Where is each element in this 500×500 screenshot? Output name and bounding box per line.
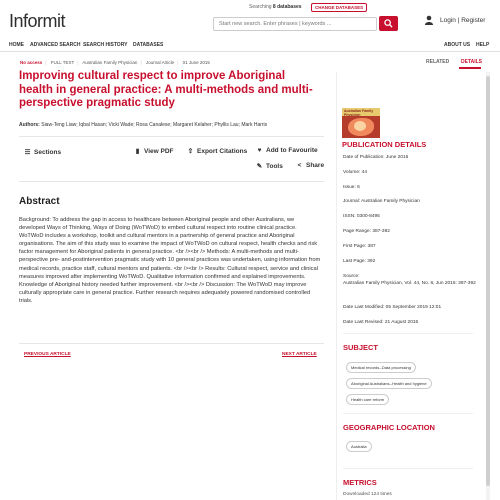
abstract-heading: Abstract [19,196,60,207]
search-button[interactable] [379,16,398,31]
fulltext-label: FULL TEXT [50,60,75,65]
top-bar [0,0,500,38]
page-range: Page Range: 387-392 [343,229,390,234]
publication-details-heading: PUBLICATION DETAILS [342,140,427,149]
download-count: Downloaded 124 times [343,492,392,497]
nav-about-us[interactable]: ABOUT US [444,42,471,48]
divider [19,136,324,137]
article-title: Improving cultural respect to improve Aboriginal health in general practice: A multi-methods and multi-perspective pragmatic study [19,70,313,109]
tab-details[interactable]: DETAILS [461,59,483,65]
tab-related[interactable]: RELATED [426,59,450,65]
sections-button[interactable]: ☰ Sections [24,149,62,156]
export-citations-button[interactable]: ⇪ Export Citations [187,148,248,155]
date-last-revised: Date Last Revised: 21 August 2015 [343,320,419,325]
share-button[interactable]: < Share [295,162,324,169]
heart-icon: ♥ [257,147,262,154]
subject-tag[interactable]: Aboriginal Australians--Health and hygiene [346,378,432,389]
publication-date: Date of Publication: June 2015 [343,155,409,160]
nav-help[interactable]: HELP [476,42,490,48]
access-status: No access [20,60,43,65]
search-input[interactable]: Start new search. Enter phrases | keywords ... [213,17,377,31]
issn: ISSN: 0300-8495 [343,214,380,219]
divider [343,413,473,414]
searching-info: Searching 8 databases [249,4,302,10]
divider [343,333,473,334]
subject-heading: SUBJECT [343,343,379,352]
login-register-link[interactable]: Login | Register [440,17,486,24]
active-tab-indicator [459,67,481,69]
article-date: 01 June 2015 [182,60,210,65]
divider [19,181,324,182]
nav-advanced-search[interactable]: ADVANCED SEARCH [30,42,81,48]
journal-name[interactable]: Australian Family Physician [82,60,138,65]
subject-tag[interactable]: Medical records--Data processing [346,362,416,373]
issue: Issue: 6 [343,185,360,190]
date-last-modified: Date Last Modified: 05 September 2019 12:01 [343,305,442,310]
nav-databases[interactable]: DATABASES [133,42,164,48]
cover-title: Australian Family Physician [344,109,374,117]
metrics-heading: METRICS [343,478,377,487]
author-list: Siaw-Teng Liaw; Iqbal Hasan; Vicki Wade; Rosa Canalese; Margaret Kelaher; Phyllis Lau; Mark Harris [41,122,268,128]
search-icon [384,19,393,28]
breadcrumb: No access | FULL TEXT | Australian Family Physician | Journal Article | 01 June 2015 [20,60,210,65]
last-page: Last Page: 392 [343,259,376,264]
abstract-text: Background: To address the gap in access to healthcare between Aboriginal people and other Australians, we developed Ways of Thinking, Ways of Doing (WoTWoD) to embed cultural respect into routine clinical practice. WoTWoD includes a workshop, toolkit and cultural mentors in a partnership of general practice and Aboriginal organisations. The aim of this study was to examine the impact of WoTWoD on cultural respect, health checks and risk factor management for Aboriginal patients in general practice. <br /><br /> Methods: A multi-methods and multi-perspective pre- and-postintervention pragmatic study with 10 general practices was undertaken, using information from medical records, practice staff, cultural mentors and patients. <br /><br /> Results: Cultural respect, service and clinical measures improved after implementing WoTWoD. Qualitative information confirmed and explained improvements. Knowledge of Aboriginal history needed further improvement. <br /><br /> Discussion: The WoTWoD may improve culturally appropriate care in general practice. Further research requires adequately powered randomised controlled trials. [19,217,321,304]
article-type: Journal Article [145,60,175,65]
main-nav [0,40,500,52]
source-label: Source: [343,274,360,279]
journal: Journal: Australian Family Physician [343,199,420,204]
export-icon: ⇪ [187,148,194,155]
pdf-icon: ▮ [135,148,140,155]
list-icon: ☰ [24,149,31,156]
user-icon [424,15,434,25]
wrench-icon: ✎ [256,163,263,170]
view-pdf-button[interactable]: ▮ View PDF [133,147,174,155]
previous-article-link[interactable]: PREVIOUS ARTICLE [24,352,71,357]
share-icon: < [297,162,302,169]
location-tag[interactable]: Australia [346,441,372,452]
geographic-location-heading: GEOGRAPHIC LOCATION [343,423,435,432]
add-to-favourite-button[interactable]: ♥ Add to Favourite [255,147,318,154]
first-page: First Page: 387 [343,244,376,249]
divider [343,468,473,469]
volume: Volume: 44 [343,170,368,175]
journal-cover-image [342,108,380,138]
sidebar-scrollbar-thumb[interactable] [486,76,490,486]
authors: Authors: Siaw-Teng Liaw; Iqbal Hasan; Vicki Wade; Rosa Canalese; Margaret Kelaher; Phyllis Lau; Mark Harris [19,122,268,128]
change-databases-button[interactable]: CHANGE DATABASES [311,3,367,12]
divider [19,343,324,344]
subject-tag[interactable]: Health care reform [346,394,389,405]
nav-search-history[interactable]: SEARCH HISTORY [83,42,128,48]
tools-button[interactable]: ✎ Tools [256,163,283,170]
informit-logo[interactable]: Informit [9,11,66,31]
next-article-link[interactable]: NEXT ARTICLE [282,352,317,357]
nav-home[interactable]: HOME [9,42,24,48]
source: Australian Family Physician, Vol. 44, No. 6, Jun 2015: 387-392 [343,281,476,286]
